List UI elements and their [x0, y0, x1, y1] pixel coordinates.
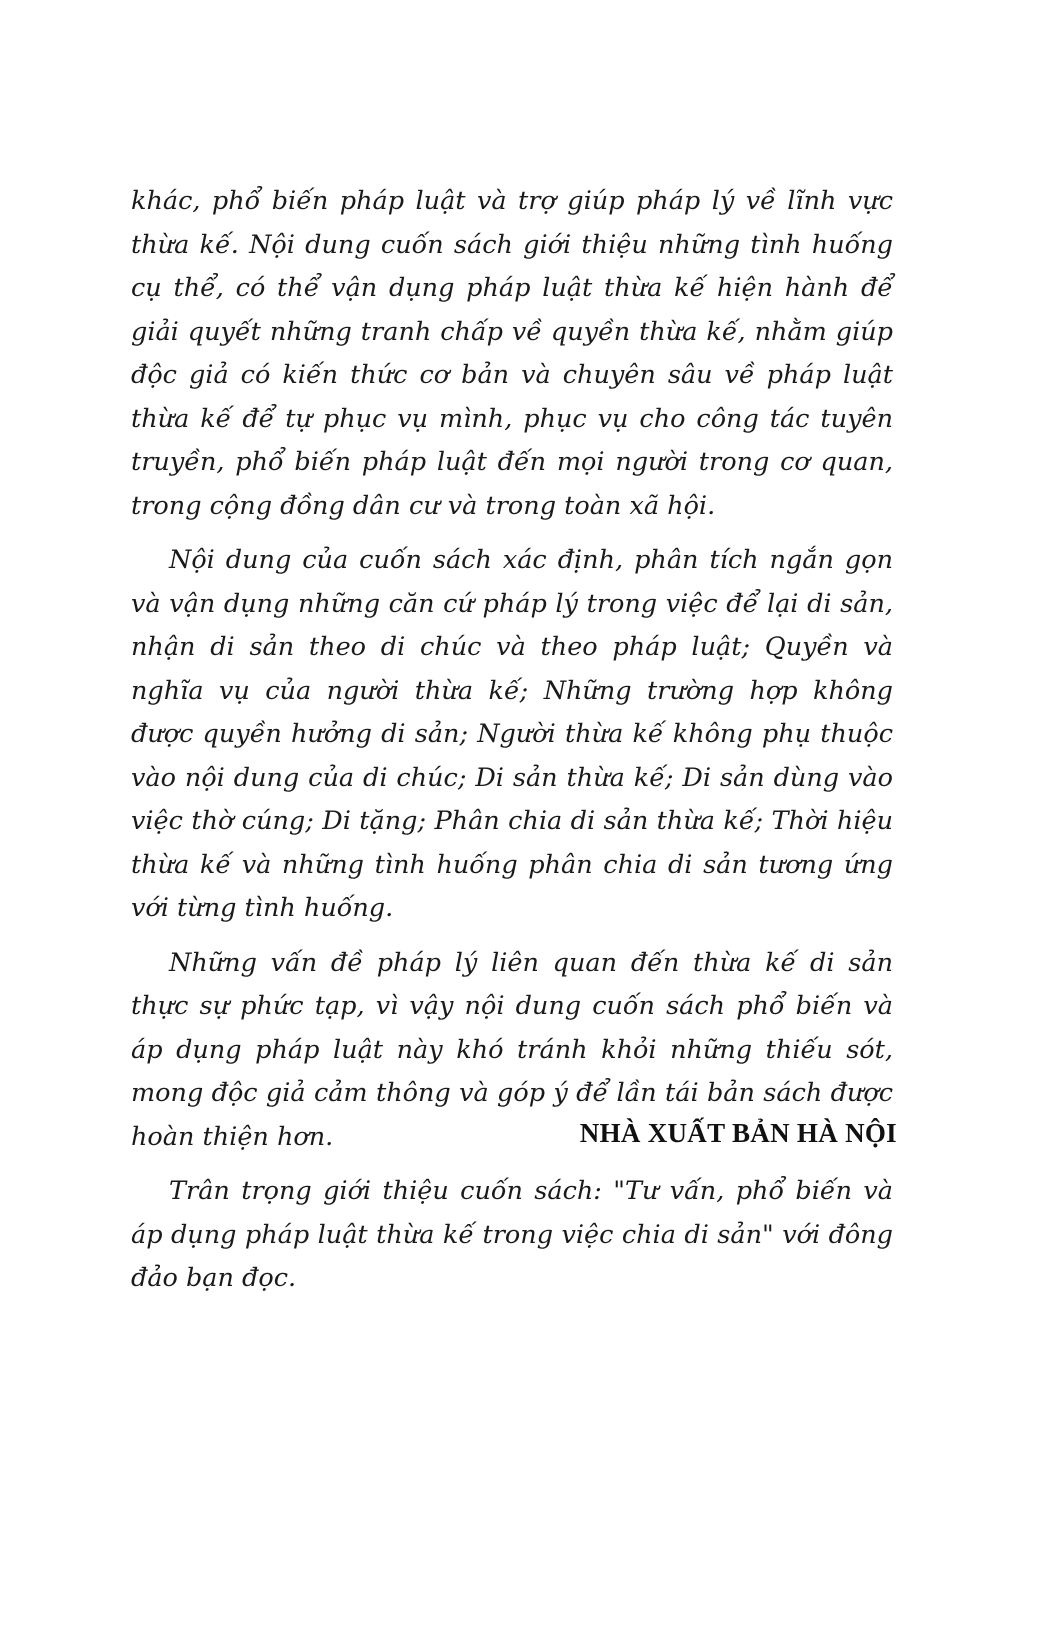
- paragraph-continuation: khác, phổ biến pháp luật và trợ giúp pháp lý về lĩnh vực thừa kế. Nội dung cuốn sách giới thiệu những tình huống cụ thể, có thể vận dụng pháp luật thừa kế hiện hành để giải quyết những tranh chấp về quyền thừa kế, nhằm giúp độc giả có kiến thức cơ bản và chuyên sâu về pháp luật thừa kế để tự phục vụ mình, phục vụ cho công tác tuyên truyền, phổ biến pháp luật đến mọi người trong cơ quan, trong cộng đồng dân cư và trong toàn xã hội.: [131, 186, 893, 521]
- paragraph-introduction: Trân trọng giới thiệu cuốn sách: "Tư vấn, phổ biến và áp dụng pháp luật thừa kế trong việc chia di sản" với đông đảo bạn đọc.: [131, 1176, 893, 1293]
- paragraph-content-summary: Nội dung của cuốn sách xác định, phân tích ngắn gọn và vận dụng những căn cứ pháp lý trong việc để lại di sản, nhận di sản theo di chúc và theo pháp luật; Quyền và nghĩa vụ của người thừa kế; Những trường hợp không được quyền hưởng di sản; Người thừa kế không phụ thuộc vào nội dung của di chúc; Di sản thừa kế; Di sản dùng vào việc thờ cúng; Di tặng; Phân chia di sản thừa kế; Thời hiệu thừa kế và những tình huống phân chia di sản tương ứng với từng tình huống.: [131, 545, 893, 923]
- publisher-signature: NHÀ XUẤT BẢN HÀ NỘI: [579, 1118, 897, 1148]
- paragraph-apology: Những vấn đề pháp lý liên quan đến thừa kế di sản thực sự phức tạp, vì vậy nội dung cuốn sách phổ biến và áp dụng pháp luật này khó tránh khỏi những thiếu sót, mong độc giả cảm thông và góp ý để lần tái bản sách được hoàn thiện hơn.: [131, 947, 893, 1152]
